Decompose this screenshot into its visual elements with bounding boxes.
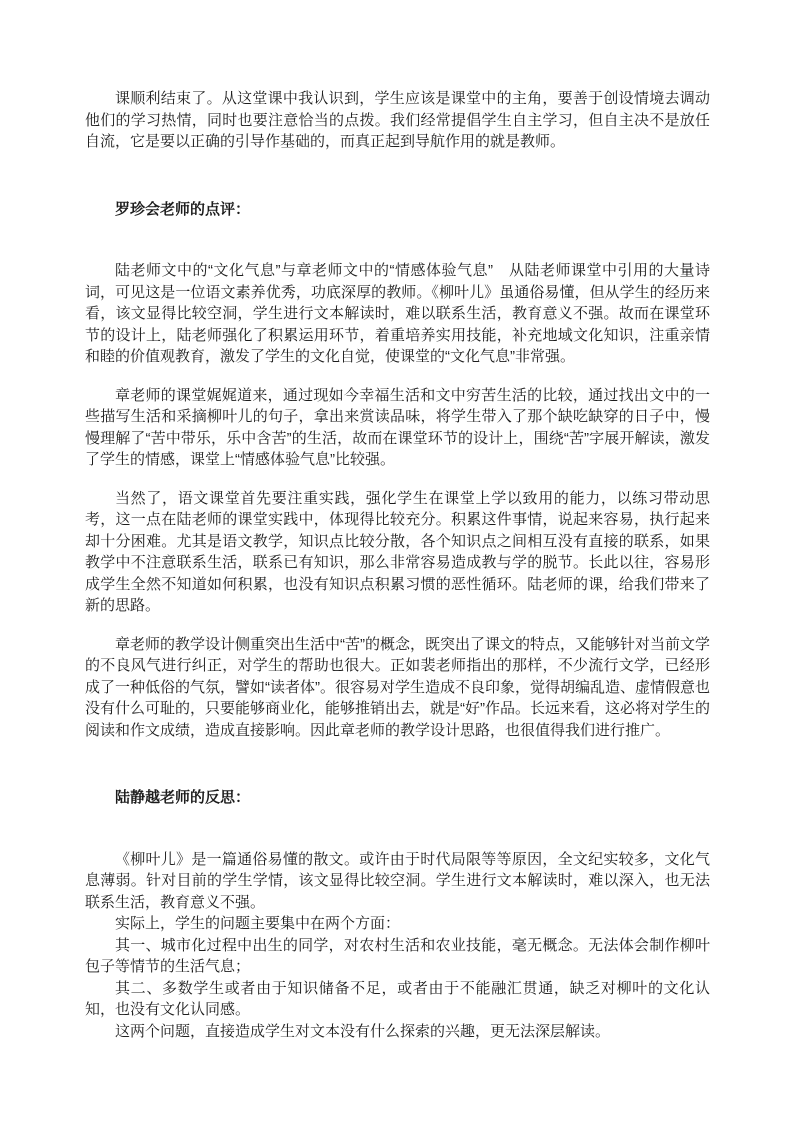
section-heading-lujingyue-reflection: 陆静越老师的反思： xyxy=(115,789,251,806)
paragraph-aspect-one: 其一、城市化过程中出生的同学，对农村生活和农业技能，毫无概念。无法体会制作柳叶包子等情节的生活气息； xyxy=(85,936,710,975)
document-content xyxy=(85,88,710,1042)
paragraph-conclusion: 这两个问题，直接造成学生对文本没有什么探索的兴趣，更无法深层解读。 xyxy=(115,1022,611,1040)
paragraph-lu-teacher-culture: 陆老师文中的“文化气息”与章老师文中的“情感体验气息” 从陆老师课堂中引用的大量诗词，可见这是一位语文素养优秀，功底深厚的教师。《柳叶儿》虽通俗易懂，但从学生的经历来看，该文显得比较空洞，学生进行文本解读时，难以联系生活，教育意义不强。故而在课堂环节的设计上，陆老师强化了积累运用环节，着重培养实用技能，补充地域文化知识，注重亲情和睦的价值观教育，激发了学生的文化自觉，使课堂的“文化气息”非常强。 xyxy=(85,262,710,365)
section-heading-luozhenhui-comment: 罗珍会老师的点评： xyxy=(115,200,251,218)
paragraph-two-aspects-intro: 实际上，学生的问题主要集中在两个方面： xyxy=(115,915,401,932)
paragraph-zhang-teacher-classroom: 章老师的课堂娓娓道来，通过现如今幸福生活和文中穷苦生活的比较，通过找出文中的一些描写生活和采摘柳叶儿的句子，拿出来赏读品味，将学生带入了那个缺吃缺穿的日子中，慢慢理解了“苦中带乐，乐中含苦”的生活，故而在课堂环节的设计上，围绕“苦”字展开解读，激发了学生的情感，课堂上“情感体验气息”比较强。 xyxy=(85,386,710,468)
paragraph-liuyer-essay: 《柳叶儿》是一篇通俗易懂的散文。或许由于时代局限等等原因，全文纪实较多，文化气息薄弱。针对目前的学生学情，该文显得比较空洞。学生进行文本解读时，难以深入，也无法联系生活，教育意义不强。 xyxy=(85,850,710,911)
paragraph-zhang-teaching-design: 章老师的教学设计侧重突出生活中“苦”的概念，既突出了课文的特点，又能够针对当前文学的不良风气进行纠正，对学生的帮助也很大。正如裴老师指出的那样，不少流行文学，已经形成了一种低俗的气氛，譬如“读者体”。很容易对学生造成不良印象，觉得胡编乱造、虚情假意也没有什么可耻的，只要能够商业化，能够推销出去，就是“好”作品。长远来看，这必将对学生的阅读和作文成绩，造成直接影响。因此章老师的教学设计思路，也很值得我们进行推广。 xyxy=(85,635,710,739)
paragraph-course-summary: 课顺利结束了。从这堂课中我认识到，学生应该是课堂中的主角，要善于创设情境去调动他们的学习热情，同时也要注意恰当的点拨。我们经常提倡学生自主学习，但自主决不是放任自流，它是要以正确的引导作基础的，而真正起到导航作用的就是教师。 xyxy=(85,90,710,150)
paragraph-practice-accumulation: 当然了，语文课堂首先要注重实践，强化学生在课堂上学以致用的能力，以练习带动思考，这一点在陆老师的课堂实践中，体现得比较充分。积累这件事情，说起来容易，执行起来却十分困难。尤其是语文教学，知识点比较分散，各个知识点之间相互没有直接的联系，如果教学中不注意联系生活，联系已有知识，那么非常容易造成教与学的脱节。长此以往，容易形成学生全然不知道如何积累，也没有知识点积累习惯的恶性循环。陆老师的课，给我们带来了新的思路。 xyxy=(85,489,710,614)
paragraph-aspect-two: 其二、多数学生或者由于知识储备不足，或者由于不能融汇贯通，缺乏对柳叶的文化认知，也没有文化认同感。 xyxy=(85,979,710,1018)
